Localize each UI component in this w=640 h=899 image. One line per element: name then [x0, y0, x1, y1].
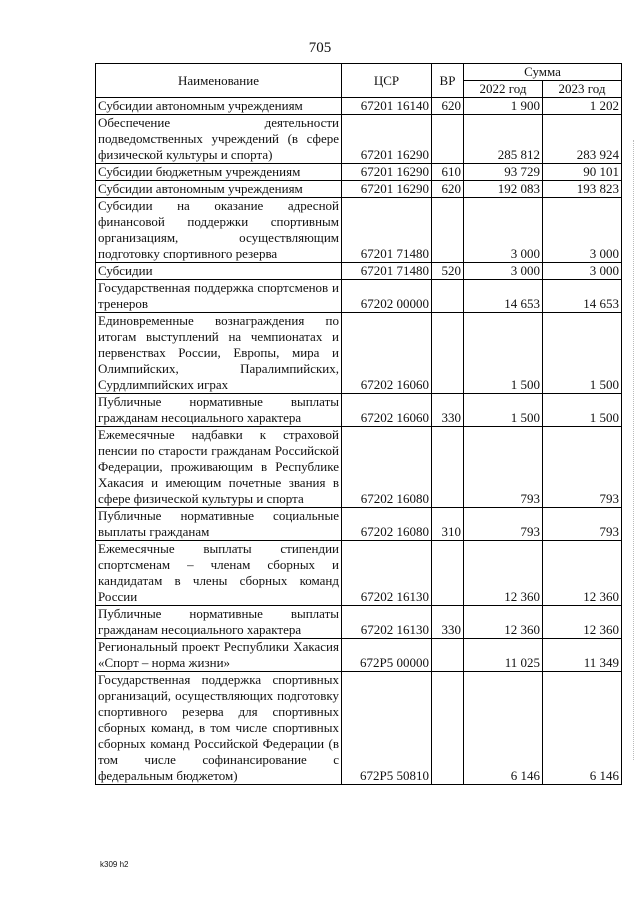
row-vr-cell: 620	[432, 98, 464, 115]
row-sum-2022-cell: 93 729	[464, 164, 543, 181]
row-sum-2023-cell: 12 360	[543, 606, 622, 639]
table-row	[96, 672, 622, 785]
row-sum-2022-cell: 3 000	[464, 263, 543, 280]
row-vr-cell	[432, 198, 464, 263]
table-row	[96, 313, 622, 394]
table-row	[96, 541, 622, 606]
row-vr-cell	[432, 541, 464, 606]
row-sum-2023-cell: 283 924	[543, 115, 622, 164]
budget-table	[95, 63, 622, 785]
row-name-cell: Субсидии автономным учреждениям	[96, 181, 342, 198]
row-name-cell: Государственная поддержка спортивных организаций, осуществляющих подготовку спортивного резерва для спортивных сборных команд, в том числе спортивных сборных команд Российской Федерации (в том числе софинансирование с федеральным бюджетом)	[96, 672, 342, 785]
row-sum-2022-cell: 1 500	[464, 313, 543, 394]
row-vr-cell	[432, 313, 464, 394]
row-vr-cell: 520	[432, 263, 464, 280]
row-sum-2023-cell: 14 653	[543, 280, 622, 313]
row-sum-2023-cell: 11 349	[543, 639, 622, 672]
row-vr-cell: 610	[432, 164, 464, 181]
row-csr-cell: 67201 71480	[342, 263, 432, 280]
table-row	[96, 606, 622, 639]
table-body	[96, 98, 622, 785]
row-sum-2022-cell: 3 000	[464, 198, 543, 263]
row-vr-cell	[432, 115, 464, 164]
row-name-cell: Ежемесячные выплаты стипендии спортсменам – членам сборных и кандидатам в члены сборных команд России	[96, 541, 342, 606]
row-name-cell: Субсидии автономным учреждениям	[96, 98, 342, 115]
row-csr-cell: 67201 16290	[342, 181, 432, 198]
table-row	[96, 508, 622, 541]
row-csr-cell: 67202 16080	[342, 427, 432, 508]
row-vr-cell	[432, 639, 464, 672]
row-vr-cell	[432, 280, 464, 313]
row-csr-cell: 67202 16060	[342, 313, 432, 394]
row-sum-2023-cell: 3 000	[543, 198, 622, 263]
row-sum-2023-cell: 12 360	[543, 541, 622, 606]
scan-edge-line	[632, 140, 634, 760]
row-name-cell: Единовременные вознаграждения по итогам выступлений на чемпионатах и первенствах России, Европы, мира и Олимпийских, Паралимпийских, Сурдлимпийских играх	[96, 313, 342, 394]
row-csr-cell: 67202 00000	[342, 280, 432, 313]
table-row	[96, 639, 622, 672]
row-csr-cell: 67201 16290	[342, 115, 432, 164]
row-sum-2022-cell: 11 025	[464, 639, 543, 672]
row-name-cell: Ежемесячные надбавки к страховой пенсии по старости гражданам Российской Федерации, проживающим в Республике Хакасия и имеющим почетные звания в сфере физической культуры и спорта	[96, 427, 342, 508]
row-name-cell: Субсидии на оказание адресной финансовой поддержки спортивным организациям, осуществляющим подготовку спортивного резерва	[96, 198, 342, 263]
row-csr-cell: 672P5 50810	[342, 672, 432, 785]
row-name-cell: Субсидии	[96, 263, 342, 280]
header-sum: Сумма	[464, 64, 622, 81]
row-name-cell: Публичные нормативные выплаты гражданам несоциального характера	[96, 606, 342, 639]
table-row	[96, 394, 622, 427]
row-csr-cell: 67202 16130	[342, 541, 432, 606]
table-row	[96, 164, 622, 181]
table-row	[96, 198, 622, 263]
row-sum-2022-cell: 12 360	[464, 606, 543, 639]
row-name-cell: Публичные нормативные социальные выплаты гражданам	[96, 508, 342, 541]
row-name-cell: Субсидии бюджетным учреждениям	[96, 164, 342, 181]
row-sum-2023-cell: 3 000	[543, 263, 622, 280]
row-sum-2022-cell: 285 812	[464, 115, 543, 164]
row-sum-2022-cell: 793	[464, 508, 543, 541]
row-vr-cell	[432, 427, 464, 508]
row-csr-cell: 67201 16140	[342, 98, 432, 115]
row-sum-2023-cell: 1 202	[543, 98, 622, 115]
row-csr-cell: 67202 16060	[342, 394, 432, 427]
row-sum-2023-cell: 6 146	[543, 672, 622, 785]
row-csr-cell: 67201 16290	[342, 164, 432, 181]
row-vr-cell	[432, 672, 464, 785]
row-sum-2023-cell: 1 500	[543, 394, 622, 427]
row-name-cell: Региональный проект Республики Хакасия «Спорт – норма жизни»	[96, 639, 342, 672]
row-vr-cell: 310	[432, 508, 464, 541]
row-sum-2023-cell: 1 500	[543, 313, 622, 394]
row-vr-cell: 330	[432, 606, 464, 639]
header-year-2023: 2023 год	[543, 81, 622, 98]
page-number: 705	[308, 40, 332, 56]
row-csr-cell: 672P5 00000	[342, 639, 432, 672]
header-year-2022: 2022 год	[464, 81, 543, 98]
row-csr-cell: 67201 71480	[342, 198, 432, 263]
row-vr-cell: 620	[432, 181, 464, 198]
row-name-cell: Государственная поддержка спортсменов и тренеров	[96, 280, 342, 313]
footer-code: k309 h2	[100, 860, 129, 869]
table-row	[96, 427, 622, 508]
row-csr-cell: 67202 16130	[342, 606, 432, 639]
row-sum-2022-cell: 6 146	[464, 672, 543, 785]
table-row	[96, 98, 622, 115]
row-sum-2023-cell: 90 101	[543, 164, 622, 181]
row-sum-2022-cell: 793	[464, 427, 543, 508]
row-name-cell: Публичные нормативные выплаты гражданам несоциального характера	[96, 394, 342, 427]
row-sum-2022-cell: 14 653	[464, 280, 543, 313]
header-csr: ЦСР	[342, 64, 432, 98]
row-sum-2023-cell: 793	[543, 508, 622, 541]
row-sum-2022-cell: 12 360	[464, 541, 543, 606]
row-sum-2022-cell: 1 900	[464, 98, 543, 115]
header-name: Наименование	[96, 64, 342, 98]
table-header	[96, 64, 622, 98]
table-row	[96, 115, 622, 164]
header-vr: ВР	[432, 64, 464, 98]
row-csr-cell: 67202 16080	[342, 508, 432, 541]
table-row	[96, 280, 622, 313]
row-name-cell: Обеспечение деятельности подведомственных учреждений (в сфере физической культуры и спорта)	[96, 115, 342, 164]
row-sum-2022-cell: 1 500	[464, 394, 543, 427]
row-vr-cell: 330	[432, 394, 464, 427]
row-sum-2023-cell: 193 823	[543, 181, 622, 198]
table-row	[96, 263, 622, 280]
row-sum-2022-cell: 192 083	[464, 181, 543, 198]
table-row	[96, 181, 622, 198]
row-sum-2023-cell: 793	[543, 427, 622, 508]
